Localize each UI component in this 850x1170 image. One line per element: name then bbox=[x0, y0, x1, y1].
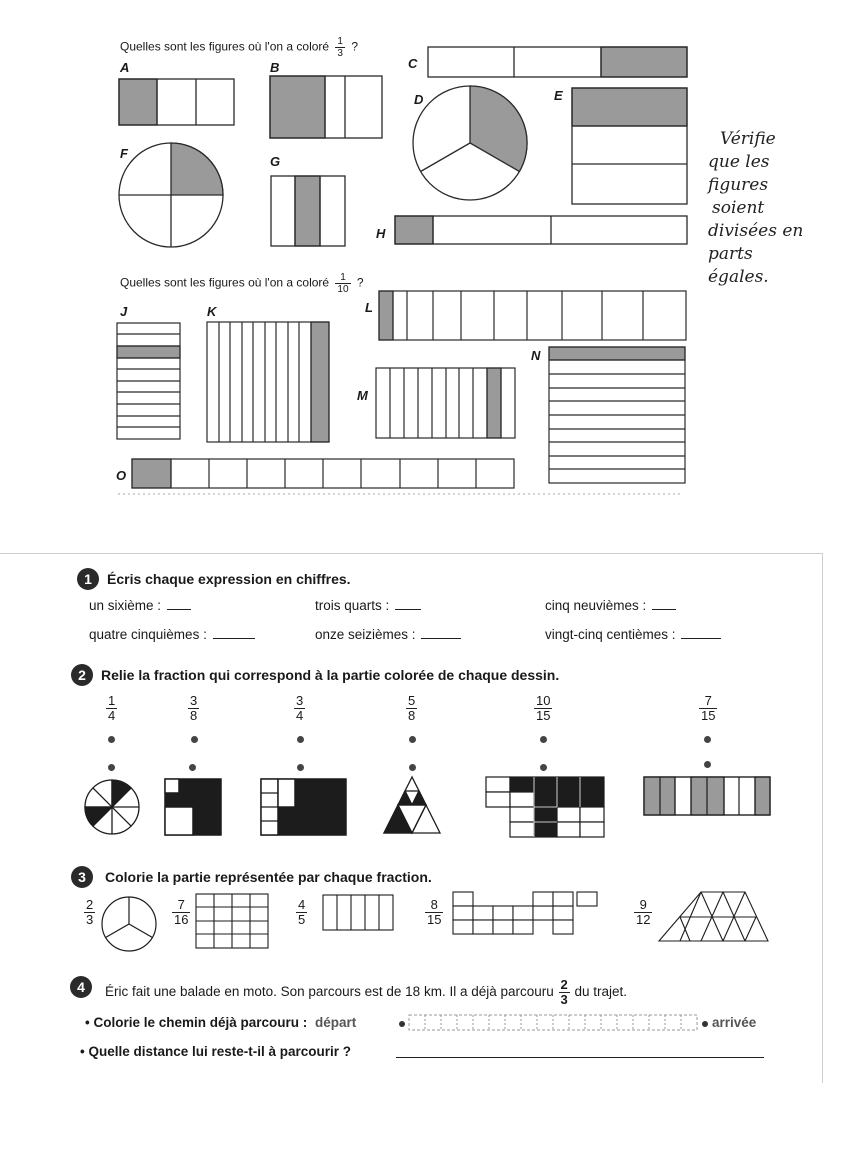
ex3-fraction-4: $\frac{8}{15}$ bbox=[427, 897, 442, 927]
ex4-fraction: $\frac{2}{3}$ bbox=[560, 977, 568, 1007]
figure-label-o: O bbox=[116, 468, 127, 483]
ex1-item-2: trois quarts : bbox=[315, 598, 421, 613]
exercise2-title: Relie la fraction qui correspond à la partie colorée de chaque dessin. bbox=[101, 667, 560, 683]
ex3-fraction-5: $\frac{9}{12}$ bbox=[636, 897, 651, 927]
question-one-tenth: Quelles sont les figures où l'on a coloré $\frac{1}{10}$ ? bbox=[120, 272, 364, 295]
exercise3-title: Colorie la partie représentée par chaque fraction. bbox=[105, 869, 432, 885]
figure-label-e: E bbox=[554, 88, 563, 103]
ex2-fraction-3: $\frac{3}{4}$ bbox=[296, 693, 304, 723]
fraction-one-tenth: $\frac{1}{10}$ bbox=[337, 272, 349, 295]
figure-label-n: N bbox=[531, 348, 541, 363]
ex1-item-6: vingt-cinq centièmes : bbox=[545, 627, 721, 642]
ex1-item-5: onze seizièmes : bbox=[315, 627, 461, 642]
figure-label-m: M bbox=[357, 388, 368, 403]
end-label: arrivée bbox=[712, 1015, 757, 1030]
ex2-fraction-6: $\frac{7}{15}$ bbox=[701, 693, 716, 723]
ex3-fraction-2: $\frac{7}{16}$ bbox=[174, 897, 189, 927]
ex2-fraction-4: $\frac{5}{8}$ bbox=[408, 693, 416, 723]
figure-label-d: D bbox=[414, 92, 424, 107]
handwritten-note: Vérifie que les figures soient divisées en parts égales. bbox=[708, 129, 804, 287]
figure-label-l: L bbox=[365, 300, 373, 315]
figure-label-j: J bbox=[120, 304, 128, 319]
question-one-third: Quelles sont les figures où l'on a coloré $\frac{1}{3}$ ? bbox=[120, 36, 359, 59]
fraction-one-third: $\frac{1}{3}$ bbox=[337, 36, 343, 59]
ex4-bullet-2: • Quelle distance lui reste-t-il à parcourir ? bbox=[80, 1044, 352, 1059]
ex4-answer-line[interactable] bbox=[396, 1057, 764, 1058]
ex3-fraction-3: $\frac{4}{5}$ bbox=[298, 897, 306, 927]
ex2-fraction-5: $\frac{10}{15}$ bbox=[536, 693, 551, 723]
figure-label-b: B bbox=[270, 60, 280, 75]
figure-label-h: H bbox=[376, 226, 386, 241]
exercise-number-3: 3 bbox=[71, 866, 93, 888]
path-end-dot bbox=[702, 1021, 708, 1027]
figure-label-g: G bbox=[270, 154, 281, 169]
ex1-item-1: un sixième : bbox=[89, 598, 191, 613]
figure-label-a: A bbox=[120, 60, 130, 75]
exercise-number-2: 2 bbox=[71, 664, 93, 686]
exercise-number-1: 1 bbox=[77, 568, 99, 590]
ex4-bullet-1: • Colorie le chemin déjà parcouru : départ bbox=[85, 1015, 357, 1030]
exercise1-title: Écris chaque expression en chiffres. bbox=[107, 571, 351, 587]
ex1-item-3: cinq neuvièmes : bbox=[545, 598, 676, 613]
question-text: Quelles sont les figures où l'on a coloré bbox=[120, 39, 330, 54]
figure-label-f: F bbox=[120, 146, 128, 161]
ex3-fraction-1: $\frac{2}{3}$ bbox=[86, 897, 94, 927]
exercise4-statement: Éric fait une balade en moto. Son parcours est de 18 km. Il a déjà parcouru $\frac{2}{3}$ du trajet. bbox=[105, 977, 628, 1007]
figure-label-k: K bbox=[207, 304, 217, 319]
figure-label-c: C bbox=[408, 56, 418, 71]
question-text: Quelles sont les figures où l'on a coloré bbox=[120, 275, 330, 290]
ex1-item-4: quatre cinquièmes : bbox=[89, 627, 255, 642]
exercise-number-4: 4 bbox=[70, 976, 92, 998]
ex2-fraction-2: $\frac{3}{8}$ bbox=[190, 693, 198, 723]
ex2-fraction-1: $\frac{1}{4}$ bbox=[108, 693, 116, 723]
start-label: départ bbox=[315, 1015, 357, 1030]
